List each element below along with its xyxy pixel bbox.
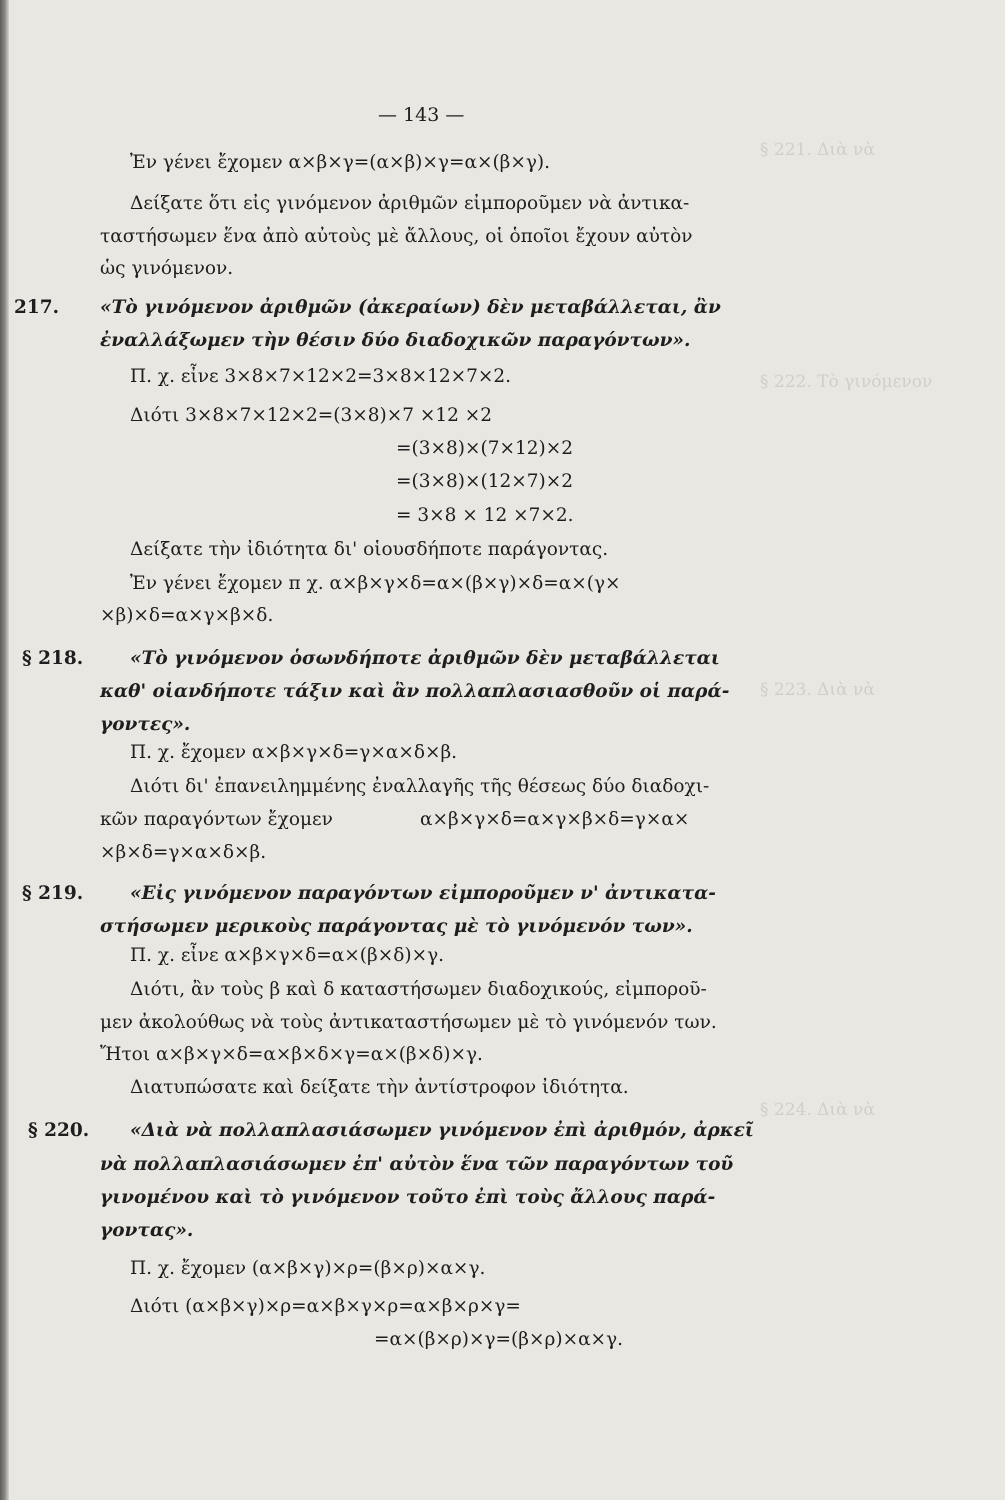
- rule-text: ἐναλλάξωμεν τὴν θέσιν δύο διαδοχικῶν παραγόντων».: [100, 330, 691, 351]
- section-number: § 218.: [22, 648, 84, 669]
- example-line: Π. χ. εἶνε 3×8×7×12×2=3×8×12×7×2.: [130, 366, 512, 387]
- bleed-through-text: § 222. Τὸ γινόμενον: [760, 372, 933, 392]
- text-line: Διατυπώσατε καὶ δείξατε τὴν ἀντίστροφον ἰδιότητα.: [130, 1077, 629, 1098]
- section-number: 217.: [14, 297, 60, 318]
- proof-line: Διότι (α×β×γ)×ρ=α×β×γ×ρ=α×β×ρ×γ=: [130, 1296, 521, 1317]
- example-line: Π. χ. ἔχομεν (α×β×γ)×ρ=(β×ρ)×α×γ.: [130, 1258, 486, 1279]
- rule-text: γινομένου καὶ τὸ γινόμενον τοῦτο ἐπὶ τοὺς ἄλλους παρά-: [100, 1187, 716, 1208]
- proof-line: Διότι 3×8×7×12×2=(3×8)×7 ×12 ×2: [130, 405, 493, 426]
- section-number: § 219.: [22, 883, 84, 904]
- example-line: Π. χ. εἶνε α×β×γ×δ=α×(β×δ)×γ.: [130, 945, 445, 966]
- section-number: § 220.: [28, 1120, 90, 1141]
- rule-text: «Διὰ νὰ πολλαπλασιάσωμεν γινόμενον ἐπὶ ἀριθμόν, ἀρκεῖ: [130, 1120, 754, 1141]
- text-line: ταστήσωμεν ἕνα ἀπὸ αὐτοὺς μὲ ἄλλους, οἱ ὁποῖοι ἔχουν αὐτὸν: [100, 226, 693, 247]
- bleed-through-text: § 224. Διὰ νὰ: [760, 1100, 875, 1120]
- proof-line: ×β×δ=γ×α×δ×β.: [100, 842, 267, 863]
- proof-line: α×β×γ×δ=α×γ×β×δ=γ×α×: [420, 809, 690, 830]
- proof-line: = 3×8 × 12 ×7×2.: [396, 505, 574, 526]
- text-line: ×β)×δ=α×γ×β×δ.: [100, 605, 274, 626]
- rule-text: νὰ πολλαπλασιάσωμεν ἐπ' αὐτὸν ἕνα τῶν παραγόντων τοῦ: [100, 1154, 734, 1175]
- proof-line: =(3×8)×(7×12)×2: [396, 438, 573, 459]
- bleed-through-text: § 221. Διὰ νὰ: [760, 140, 875, 160]
- proof-line: Διότι, ἂν τοὺς β καὶ δ καταστήσωμεν διαδοχικούς, εἰμποροῦ-: [130, 979, 707, 1000]
- text-line: Ἐν γένει ἔχομεν α×β×γ=(α×β)×γ=α×(β×γ).: [130, 152, 551, 173]
- text-line: Δείξατε τὴν ἰδιότητα δι' οἱουσδήποτε παράγοντας.: [130, 539, 609, 560]
- page-number: — 143 —: [378, 104, 465, 126]
- rule-text: «Τὸ γινόμενον ἀριθμῶν (ἀκεραίων) δὲν μεταβάλλεται, ἂν: [100, 297, 721, 318]
- bleed-through-text: § 223. Διὰ νὰ: [760, 680, 875, 700]
- text-line: Δείξατε ὅτι εἰς γινόμενον ἀριθμῶν εἰμποροῦμεν νὰ ἀντικα-: [130, 193, 690, 214]
- rule-text: καθ' οἱανδήποτε τάξιν καὶ ἂν πολλαπλασιασθοῦν οἱ παρά-: [100, 681, 730, 702]
- rule-text: γοντας».: [100, 1220, 194, 1241]
- rule-text: «Εἰς γινόμενον παραγόντων εἰμποροῦμεν ν' ἀντικατα-: [130, 883, 716, 904]
- rule-text: γοντες».: [100, 714, 191, 735]
- proof-line: Ἤτοι α×β×γ×δ=α×β×δ×γ=α×(β×δ)×γ.: [100, 1044, 483, 1065]
- proof-line: Διότι δι' ἐπανειλημμένης ἐναλλαγῆς τῆς θέσεως δύο διαδοχι-: [130, 776, 710, 797]
- example-line: Π. χ. ἔχομεν α×β×γ×δ=γ×α×δ×β.: [130, 742, 458, 763]
- proof-line: =α×(β×ρ)×γ=(β×ρ)×α×γ.: [374, 1329, 624, 1350]
- rule-text: στήσωμεν μερικοὺς παράγοντας μὲ τὸ γινόμενόν των».: [100, 916, 693, 937]
- text-line: ὡς γινόμενον.: [100, 258, 234, 279]
- proof-line: =(3×8)×(12×7)×2: [396, 471, 573, 492]
- rule-text: «Τὸ γινόμενον ὁσωνδήποτε ἀριθμῶν δὲν μεταβάλλεται: [130, 648, 720, 669]
- proof-line: κῶν παραγόντων ἔχομεν: [100, 809, 333, 830]
- text-line: Ἐν γένει ἔχομεν π χ. α×β×γ×δ=α×(β×γ)×δ=α×(γ×: [130, 573, 621, 594]
- proof-line: μεν ἀκολούθως νὰ τοὺς ἀντικαταστήσωμεν μὲ τὸ γινόμενόν των.: [100, 1012, 717, 1033]
